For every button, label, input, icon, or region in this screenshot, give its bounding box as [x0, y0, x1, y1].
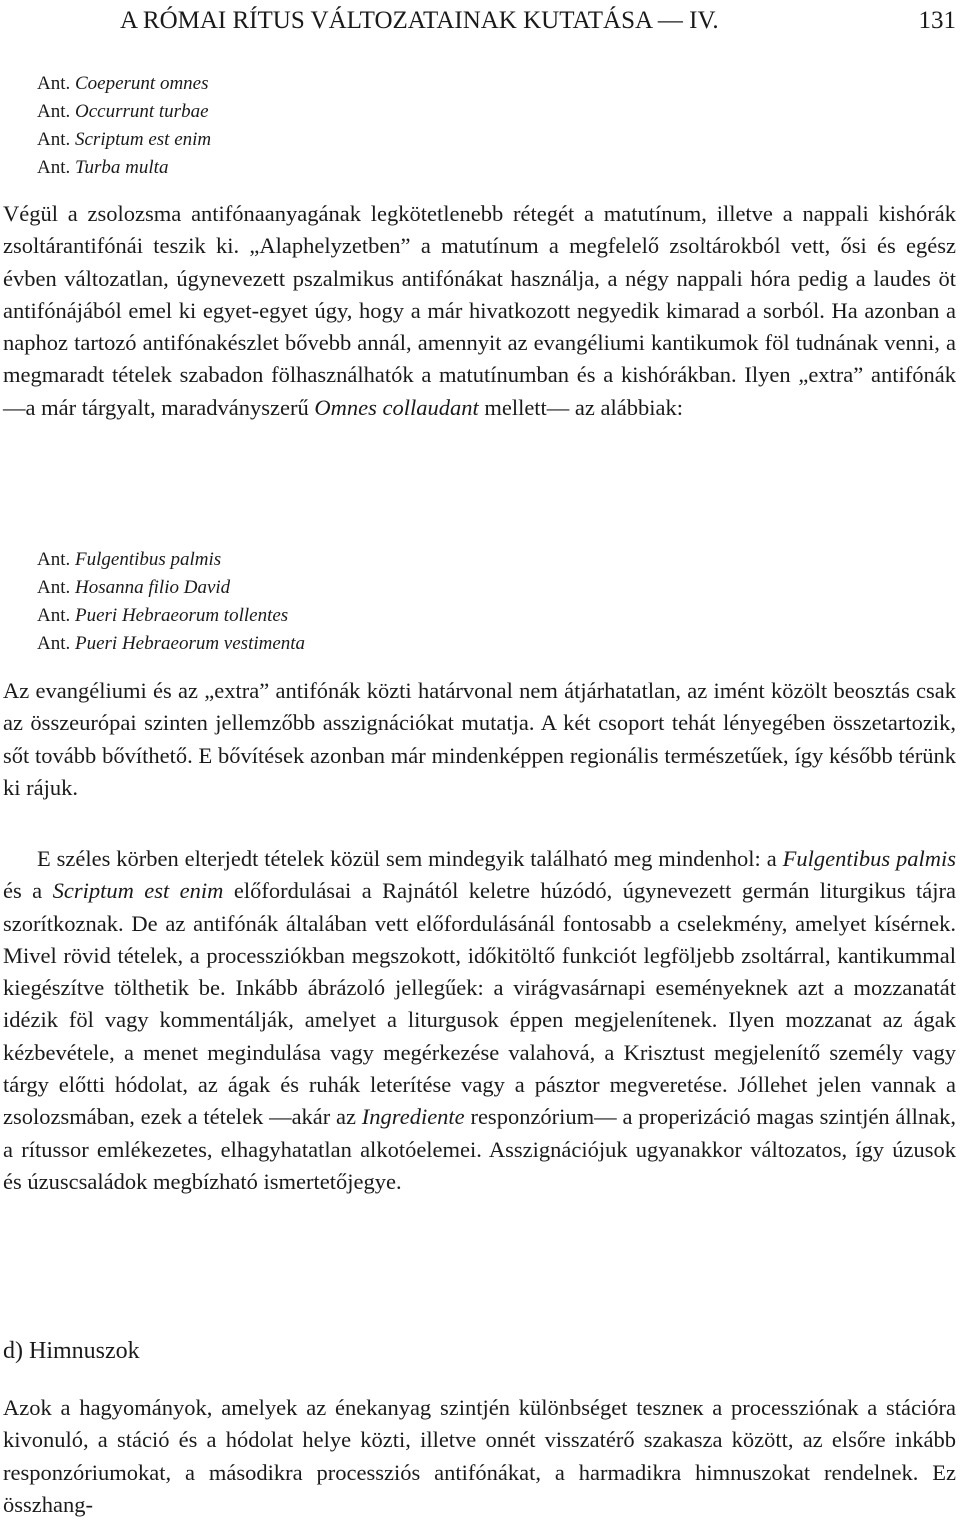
text-run: responzórium— a properizáció magas szintjén állnak, a rítussor emlékezetes, elhagyhatatlan alkotóelemei. Asszignációjuk ugyanakkor változatos, így úzusok és úzuscsaládok megbízható ismertetőjegye. — [3, 1104, 956, 1194]
list-item — [37, 98, 211, 126]
paragraph — [3, 843, 956, 1198]
text-run: mellett— az alábbiak: — [478, 394, 683, 420]
page-number: 131 — [918, 7, 956, 34]
antiphon-prefix: Ant. — [37, 73, 71, 94]
list-item — [37, 602, 305, 630]
italic-title: Omnes collaudant — [314, 394, 479, 420]
text-run: előfordulásai a Rajnától keletre húzódó, úgynevezett germán liturgikus tájra szorítkoznak. De az antifónák általában vett előfordulásánál fontosabb a cselekmény, amelyet kísérnek. Mivel rövid tételek, a processziókban megszokott, időkitöltő funkciót legföljebb zsoltárral, kantikummal kiegészítve tölthetik be. Inkább ábrázoló jellegűek: a virágvasárnapi eseményeknek azt a mozzanatát idézik föl vagy kommentálják, amelyet a liturgusok éppen megjelenítenek. Ilyen mozzanat az ágak kézbevétele, a menet megindulása vagy megérkezése valahová, a Krisztust megjelenítő személy vagy tárgy előtti hódolat, az ágak és ruhák leterítése vagy a pásztor megveretése. Jóllehet jelen vannak a zsolozsmában, ezek a tételek —akár az — [3, 878, 956, 1130]
antiphon-title: Scriptum est enim — [75, 129, 212, 150]
antiphon-title: Hosanna filio David — [75, 577, 231, 598]
antiphon-list-2 — [37, 546, 305, 658]
antiphon-prefix: Ant. — [37, 577, 71, 598]
italic-title: Scriptum est enim — [52, 878, 224, 904]
antiphon-prefix: Ant. — [37, 129, 71, 150]
antiphon-prefix: Ant. — [37, 605, 71, 626]
list-item — [37, 546, 305, 574]
antiphon-title: Pueri Hebraeorum vestimenta — [75, 633, 306, 654]
antiphon-prefix: Ant. — [37, 101, 71, 122]
paragraph — [3, 198, 956, 424]
antiphon-prefix: Ant. — [37, 633, 71, 654]
list-item — [37, 630, 305, 658]
paragraph: Azok a hagyományok, amelyek az énekanyag szintjén különbséget teszneк a processziónak a stációra kivonuló, a stáció és a hódolat helye közti, illetve onnét visszatérő szakasza között, az elsőre inkább responzóriumokat, a másodikra processziós antifónákat, a harmadikra himnuszokat rendelnek. Ez összhang- — [3, 1395, 956, 1517]
running-header — [120, 4, 956, 38]
antiphon-title: Coeperunt omnes — [75, 73, 209, 94]
section-heading: d) Himnuszok — [3, 1338, 140, 1364]
antiphon-prefix: Ant. — [37, 157, 71, 178]
antiphon-title: Pueri Hebraeorum tollentes — [75, 605, 289, 626]
list-item — [37, 70, 211, 98]
running-header-title: A RÓMAI RÍTUS VÁLTOZATAINAK KUTATÁSA — IV. — [120, 7, 719, 34]
italic-title: Ingrediente — [361, 1104, 465, 1130]
antiphon-prefix: Ant. — [37, 549, 71, 570]
paragraph: Az evangéliumi és az „extra” antifónák közti határvonal nem átjárhatatlan, az imént közölt beosztás csak az összeurópai szinten jellemzőbb asszignációkat mutatja. A két csoport tehát lényegében összetartozik, sőt tovább bővíthető. E bővítések azonban már mindenképpen regionális természetűek, így később térünk ki rájuk. — [3, 678, 956, 800]
list-item — [37, 126, 211, 154]
antiphon-title: Turba multa — [75, 157, 169, 178]
antiphon-title: Occurrunt turbae — [75, 101, 209, 122]
list-item — [37, 574, 305, 602]
antiphon-title: Fulgentibus palmis — [75, 549, 222, 570]
text-run: Végül a zsolozsma antifónaanyagának legkötetlenebb rétegét a matutínum, illetve a nappali kishórák zsoltárantifónái teszik ki. „Alaphelyzetben” a matutínum a megfelelő zsoltárokból vett, ősi és egész évben változatlan, úgynevezett pszalmikus antifónákat használja, a négy nappali hóra pedig a laudes öt antifónájából emel ki egyet-egyet úgy, hogy a már hivatkozott negyedik kimarad a sorból. Ha azonban a naphoz tartozó antifónakészlet bővebb annál, amennyit az evangéliumi kantikumok föl tudnának venni, a megmaradt tételek szabadon fölhasználhatók a matutínumban és a kishórákban. Ilyen „extra” antifónák —a már tárgyalt, maradványszerű — [3, 201, 956, 420]
text-run: és a — [3, 878, 53, 904]
italic-title: Fulgentibus palmis — [782, 846, 956, 871]
antiphon-list-1 — [37, 70, 211, 182]
text-run: E széles körben elterjedt tételek közül sem mindegyik található meg mindenhol: a — [37, 846, 783, 871]
list-item — [37, 154, 211, 182]
